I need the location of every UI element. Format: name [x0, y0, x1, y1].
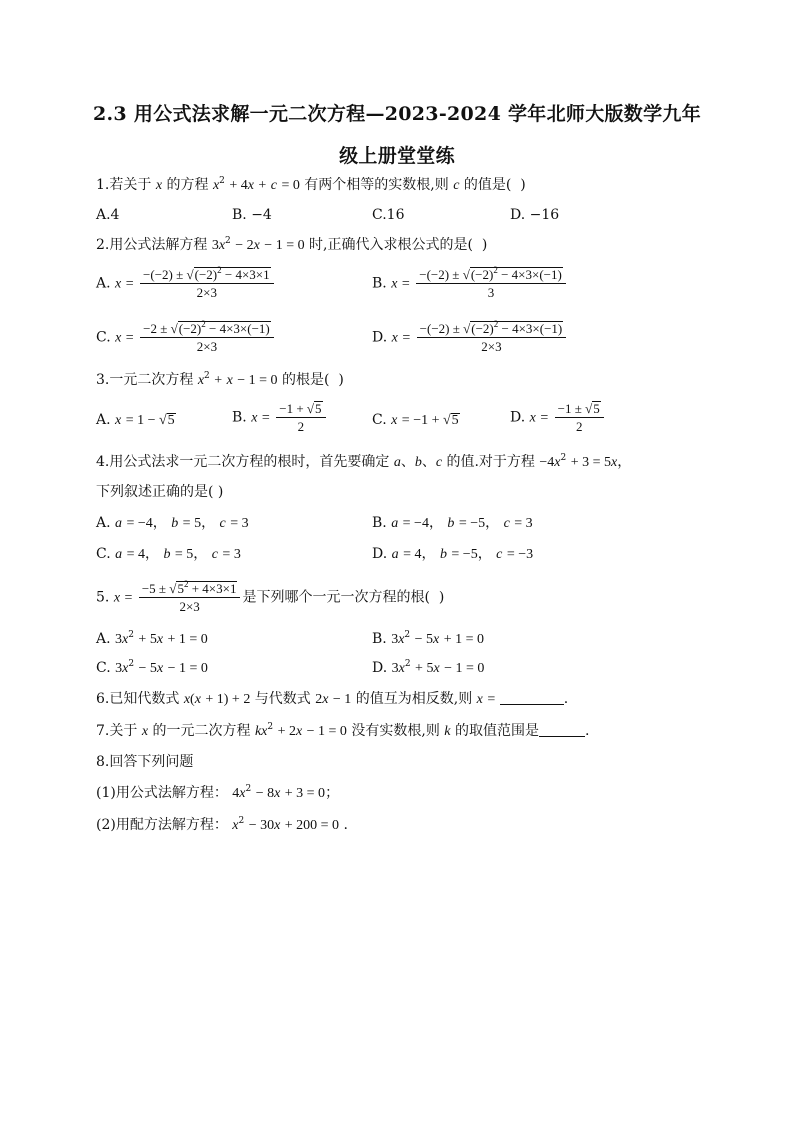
question-5-stem: 5. x = $\frac{-5 \pm √5^2 + 4\times 3\times 1}{2\times 3}$ 是下列哪个一元一次方程的根( ) — [96, 579, 445, 614]
page-title-line2: 级上册堂堂练 — [339, 145, 455, 167]
question-7-stem: 7.关于 x 的一元二次方程 $kx^2 + 2x - 1 = 0$ 没有实数根,则 k 的取值范围是 . — [96, 722, 590, 739]
question-5-option-b[interactable]: B. $3x^2 - 5x + 1 = 0$ — [372, 630, 484, 647]
question-1-stem: 1.若关于 x 的方程 $x^2 + 4x + c = 0$ 有两个相等的实数根,则 c 的值是( ) — [96, 176, 526, 193]
page-title: 2.3 用公式法求解一元二次方程—2023-2024 学年北师大版数学九年 — [92, 103, 702, 125]
question-3-option-c[interactable]: C. x = −1 + √5 — [372, 412, 459, 428]
question-4-option-c[interactable]: C. a = 4， b = 5， c = 3 — [96, 546, 241, 562]
question-8-stem: 8.回答下列问题 — [96, 754, 194, 770]
question-4-option-d[interactable]: D. a = 4， b = −5， c = −3 — [372, 546, 534, 562]
question-1-option-d[interactable]: D. −16 — [510, 207, 560, 223]
question-2-stem: 2.用公式法解方程 $3x^2 - 2x - 1 = 0$ 时,正确代入求根公式的是( ) — [96, 236, 488, 253]
question-2-option-d[interactable]: D. x = $\frac{-(-2) \pm √(-2)^2 - 4\times 3\times(-1)}{2\times 3}$ — [372, 320, 568, 355]
question-4-option-b[interactable]: B. a = −4， b = −5， c = 3 — [372, 515, 533, 531]
question-5-option-d[interactable]: D. $3x^2 + 5x - 1 = 0$ — [372, 659, 485, 676]
answer-blank-q7[interactable] — [539, 721, 585, 737]
question-4-stem: 4.用公式法求一元二次方程的根时，首先要确定 a、b、c 的值.对于方程 $-4x^2 + 3 = 5x$， — [96, 453, 632, 470]
question-2-option-c[interactable]: C. x = $\frac{-2 \pm √(-2)^2 - 4\times 3\times(-1)}{2\times 3}$ — [96, 320, 276, 355]
question-3-option-a[interactable]: A. x = 1 − √5 — [96, 412, 175, 428]
question-8-part-2: (2)用配方法解方程： $x^2 - 30x + 200 = 0$ . — [96, 816, 348, 833]
question-4-option-a[interactable]: A. a = −4， b = 5， c = 3 — [96, 515, 249, 531]
question-8-part-1: (1)用公式法解方程： $4x^2 - 8x + 3 = 0$； — [96, 784, 340, 801]
question-3-option-d[interactable]: D. x = $\frac{-1 \pm √5}{2}$ — [510, 400, 606, 435]
question-1-option-c[interactable]: C.16 — [372, 207, 405, 223]
question-3-stem: 3.一元二次方程 $x^2 + x - 1 = 0$ 的根是( ) — [96, 371, 344, 388]
question-1-option-a[interactable]: A.4 — [96, 207, 120, 223]
question-5-option-c[interactable]: C. $3x^2 - 5x - 1 = 0$ — [96, 659, 208, 676]
question-5-option-a[interactable]: A. $3x^2 + 5x + 1 = 0$ — [96, 630, 208, 647]
question-3-option-b[interactable]: B. x = $\frac{-1 + √5}{2}$ — [232, 400, 328, 435]
question-4-stem-cont: 下列叙述正确的是( ) — [96, 484, 224, 500]
question-2-option-a[interactable]: A. x = $\frac{-(-2) \pm √(-2)^2 - 4\times 3\times 1}{2\times 3}$ — [96, 266, 276, 301]
answer-blank-q6[interactable] — [500, 689, 564, 705]
question-6-stem: 6.已知代数式 x(x + 1) + 2 与代数式 2x − 1 的值互为相反数,则 x = . — [96, 691, 569, 707]
question-1-option-b[interactable]: B. −4 — [232, 207, 272, 223]
question-2-option-b[interactable]: B. x = $\frac{-(-2) \pm √(-2)^2 - 4\times 3\times(-1)}{3}$ — [372, 266, 568, 301]
